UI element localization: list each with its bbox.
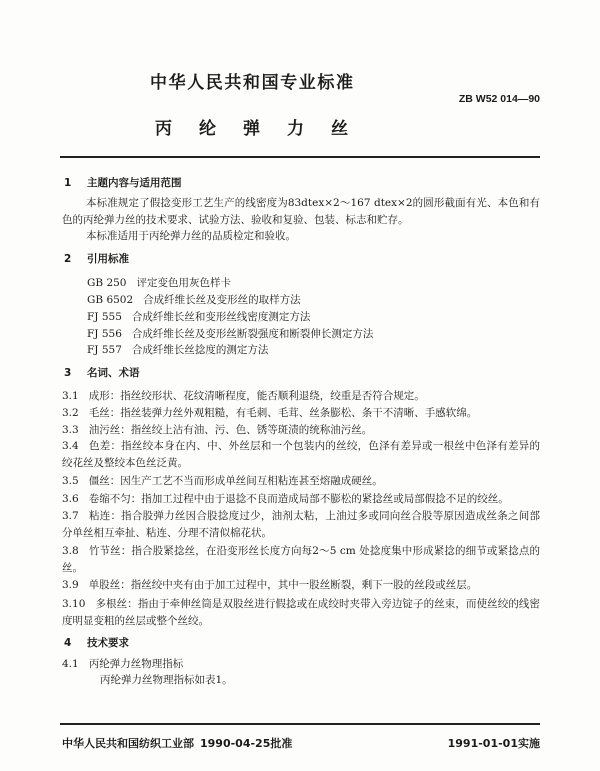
reference-code: GB 250 bbox=[87, 277, 127, 289]
reference-item bbox=[87, 275, 540, 292]
term-text: 卷缩不匀：指加工过程中由于退捻不良而造成局部不膨松的紧捻丝或局部假捻不足的绞丝。 bbox=[88, 493, 509, 505]
reference-code: GB 6502 bbox=[87, 294, 134, 306]
paragraph: 本标准适用于丙纶弹力丝的品质检定和验收。 bbox=[86, 230, 296, 242]
standard-category: 中华人民共和国专业标准 bbox=[150, 73, 355, 93]
term-number: 3.2 bbox=[62, 407, 79, 419]
term-number: 3.7 bbox=[62, 510, 79, 522]
effective-date: 1991-01-01实施 bbox=[447, 737, 540, 750]
term-number: 3.5 bbox=[62, 475, 79, 487]
reference-title: 合成纤维长丝和变形丝线密度测定方法 bbox=[131, 311, 311, 323]
term-text: 多根丝：指由于牵伸丝筒是双股丝进行假捻或在成绞时夹带入旁边锭子的丝束，而使丝绞的线密度明显变粗的丝层或整个丝绞。 bbox=[62, 598, 540, 627]
reference-item bbox=[87, 326, 540, 343]
term-definition bbox=[62, 438, 540, 472]
term-definition bbox=[62, 491, 540, 508]
reference-code: FJ 557 bbox=[87, 344, 122, 356]
term-definition bbox=[62, 388, 540, 405]
term-definition bbox=[62, 473, 540, 490]
section-number: 3 bbox=[64, 367, 72, 379]
section-number: 1 bbox=[64, 177, 72, 189]
paragraph: 丙纶弹力丝物理指标如表1。 bbox=[100, 674, 233, 686]
term-definition bbox=[62, 543, 540, 577]
term-text: 色差：指丝绞本身在内、中、外丝层和一个包装内的丝绞，色泽有差异或一根丝中色泽有差异的绞花丝及整绞本色丝泛黄。 bbox=[62, 440, 540, 469]
header-divider bbox=[60, 156, 540, 158]
term-text: 僵丝：因生产工艺不当而形成单丝间互相粘连甚至熔融成硬丝。 bbox=[88, 475, 383, 487]
term-number: 3.3 bbox=[62, 424, 79, 436]
term-text: 油污丝：指丝绞上沾有油、污、色、锈等斑渍的统称油污丝。 bbox=[88, 424, 373, 436]
term-definition bbox=[62, 508, 540, 542]
issuer: 中华人民共和国纺织工业部 bbox=[62, 737, 194, 750]
term-text: 成形：指丝绞形状、花纹清晰程度，能否顺利退绕，绞重是否符合规定。 bbox=[88, 390, 425, 402]
term-number: 3.1 bbox=[62, 390, 79, 402]
reference-title: 合成纤维长丝及变形丝断裂强度和断裂伸长测定方法 bbox=[131, 328, 374, 340]
section-number: 4 bbox=[64, 637, 72, 649]
term-text: 单股丝：指丝绞中夹有由于加工过程中，其中一股丝断裂，剩下一股的丝段或丝层。 bbox=[88, 579, 478, 591]
term-text: 竹节丝：指合股紧捻丝，在沿变形丝长度方向每2～5 cm 处捻度集中形成紧捻的细节或紧捻点的丝。 bbox=[62, 545, 540, 574]
subsection-heading bbox=[62, 656, 540, 673]
section-heading-2 bbox=[62, 251, 540, 268]
section-heading-3 bbox=[62, 365, 540, 382]
term-definition bbox=[62, 405, 540, 422]
section-number: 2 bbox=[64, 253, 72, 265]
reference-title: 合成纤维长丝捻度的测定方法 bbox=[131, 344, 269, 356]
document-title: 丙纶弹力丝 bbox=[155, 119, 375, 139]
reference-code: FJ 555 bbox=[87, 311, 122, 323]
reference-item bbox=[87, 342, 540, 359]
term-number: 3.4 bbox=[62, 440, 79, 452]
term-number: 3.8 bbox=[62, 545, 79, 557]
approval-line bbox=[62, 735, 292, 751]
reference-code: FJ 556 bbox=[87, 328, 122, 340]
reference-item bbox=[87, 309, 540, 326]
reference-title: 合成纤维长丝及变形丝的取样方法 bbox=[143, 294, 301, 306]
paragraph: 本标准规定了假捻变形工艺生产的线密度为83dtex×2～167 dtex×2的圆形截面有光、本色和有色的丙纶弹力丝的技术要求、试验方法、验收和复验、包装、标志和贮存。 bbox=[62, 197, 540, 226]
footer-divider bbox=[60, 723, 540, 725]
subsection-title: 丙纶弹力丝物理指标 bbox=[88, 658, 184, 670]
section-title: 主题内容与适用范围 bbox=[87, 177, 182, 189]
section-heading-4 bbox=[62, 635, 540, 652]
term-text: 毛丝：指丝装弹力丝外观粗糙，有毛刺、毛茸、丝条膨松、条干不清晰、手感软绵。 bbox=[88, 407, 478, 419]
reference-item bbox=[87, 292, 540, 309]
term-text: 粘连：指合股弹力丝因合股捻度过少，油剂太粘，上油过多或同向丝合股等原因造成丝条之间部分单丝相互牵扯、粘连、分理不清似棉花状。 bbox=[62, 510, 540, 539]
section-title: 名词、术语 bbox=[87, 367, 140, 379]
term-number: 3.6 bbox=[62, 493, 79, 505]
section-title: 引用标准 bbox=[87, 253, 129, 265]
term-number: 3.9 bbox=[62, 579, 79, 591]
term-definition bbox=[62, 577, 540, 594]
term-definition bbox=[62, 596, 540, 630]
term-definition bbox=[62, 422, 540, 439]
term-number: 3.10 bbox=[62, 598, 86, 610]
subsection-number: 4.1 bbox=[62, 658, 79, 670]
section-title: 技术要求 bbox=[87, 637, 129, 649]
approval-date: 1990-04-25批准 bbox=[200, 737, 293, 750]
standard-code: ZB W52 014—90 bbox=[458, 93, 540, 105]
section-heading-1 bbox=[62, 175, 540, 192]
reference-title: 评定变色用灰色样卡 bbox=[136, 277, 231, 289]
